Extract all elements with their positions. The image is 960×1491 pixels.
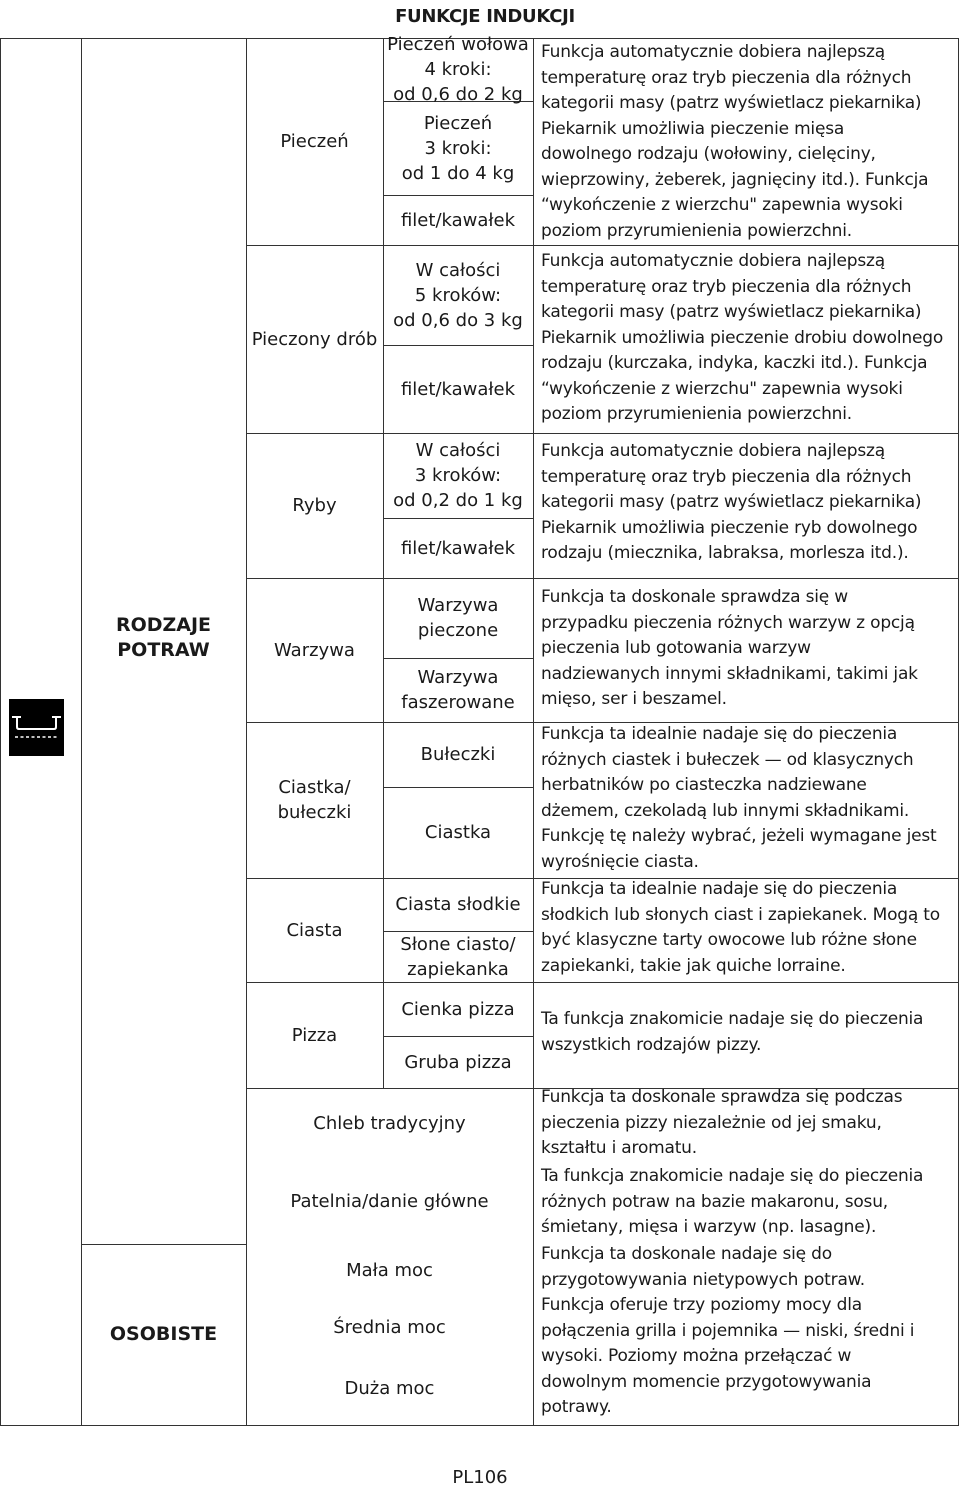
subcategory-label: filet/kawałek — [400, 378, 516, 400]
subcategory-label: Ciastka — [424, 822, 492, 843]
subcategory-label: Cienka pizza — [401, 998, 515, 1020]
power-low-label: Mała moc — [346, 1259, 433, 1281]
page-title: FUNKCJE INDUKCJI — [395, 6, 575, 27]
category-label: Ciastka/ bułeczki — [277, 777, 352, 823]
category-label: Warzywa — [274, 639, 355, 661]
subcategory-label: Warzywa faszerowane — [401, 667, 515, 713]
category-label: Ciasta — [286, 919, 343, 941]
description: Funkcja automatycznie dobiera najlepszą temperaturę oraz tryb pieczenia dla różnych kategorii masy (patrz wyświetlacz piekarnika) Piekarnik umożliwia pieczenie drobiu dowolnego rodzaju (kurczaka, indyka, kaczki itd.). Funkcja “wykończenie z wierzchu" zapewnia wysoki poziom przyrumienienia powierzchni. — [541, 251, 944, 424]
page-number: PL106 — [452, 1467, 508, 1488]
category-label: Ryby — [292, 495, 337, 516]
category-label: Pieczony drób — [251, 328, 378, 350]
description: Funkcja ta idealnie nadaje się do pieczenia słodkich lub słonych ciast i zapiekanek. Mogą to być klasyczne tarty owocowe lub różne słone zapiekanki, takie jak quiche lorraine. — [541, 879, 940, 976]
oven-cavity-icon — [9, 699, 64, 756]
description: Funkcja ta idealnie nadaje się do pieczenia różnych ciastek i bułeczek — od klasycznych herbatników po ciasteczka nadziewane dżemem, czekoladą lub innymi składnikami. Funkcję tę należy wybrać, jeżeli wymagane jest wyrośnięcie ciasta. — [541, 724, 937, 872]
description: Funkcja ta doskonale sprawdza się w przypadku pieczenia różnych warzyw z opcją pieczenia lub gotowania warzyw nadziewanych innymi składnikami, takimi jak mięso, ser i beszamel. — [541, 587, 918, 709]
description: Funkcja ta doskonale nadaje się do przygotowywania nietypowych potraw. — [541, 1244, 866, 1290]
description: Funkcja automatycznie dobiera najlepszą temperaturę oraz tryb pieczenia dla różnych kategorii masy (patrz wyświetlacz piekarnika) Piekarnik umożliwia pieczenie mięsa dowolnego rodzaju (wołowiny, cielęciny, wieprzowiny, żeberek, jagnięciny itd.). Funkcja “wykończenie z wierzchu" zapewnia wysoki poziom przyrumienienia powierzchni. — [541, 42, 929, 241]
subcategory-label: W całości 3 kroków: od 0,2 do 1 kg — [393, 440, 523, 511]
subcategory-label: Słone ciasto/ zapiekanka — [400, 933, 516, 980]
subcategory-label: filet/kawałek — [400, 209, 516, 231]
subcategory-label: Warzywa pieczone — [417, 595, 499, 641]
subcategory-label: W całości 5 kroków: od 0,6 do 3 kg — [393, 259, 523, 331]
description: Funkcja ta doskonale sprawdza się podczas pieczenia pizzy niezależnie od jej smaku, kształtu i aromatu. — [541, 1087, 903, 1158]
group-label-osobiste: OSOBISTE — [109, 1323, 218, 1345]
power-high-label: Duża moc — [344, 1377, 435, 1399]
description: Funkcja oferuje trzy poziomy mocy dla połączenia grilla i pojemnika — niski, średni i wysoki. Poziomy można przełączać w dowolnym momencie przygotowywania potrawy. — [541, 1295, 915, 1417]
subcategory-label: Gruba pizza — [404, 1051, 512, 1073]
description: Ta funkcja znakomicie nadaje się do pieczenia wszystkich rodzajów pizzy. — [541, 1009, 924, 1055]
power-mid-label: Średnia moc — [333, 1316, 446, 1338]
category-label: Pieczeń — [280, 131, 349, 152]
function-label: Patelnia/danie główne — [290, 1190, 489, 1212]
category-label: Pizza — [291, 1024, 338, 1046]
group-label-rodzaje: RODZAJE POTRAW — [115, 613, 212, 661]
description: Ta funkcja znakomicie nadaje się do pieczenia różnych potraw na bazie makaronu, sosu, śmietany, mięsa i warzyw (np. lasagne). — [541, 1166, 924, 1237]
subcategory-label: Pieczeń wołowa 4 kroki: od 0,6 do 2 kg — [387, 34, 529, 105]
subcategory-label: Pieczeń 3 kroki: od 1 do 4 kg — [401, 112, 515, 184]
subcategory-label: Ciasta słodkie — [395, 894, 521, 915]
description: Funkcja automatycznie dobiera najlepszą temperaturę oraz tryb pieczenia dla różnych kategorii masy (patrz wyświetlacz piekarnika) Piekarnik umożliwia pieczenie ryb dowolnego rodzaju (miecznika, labraksa, morlesza itd.). — [541, 441, 922, 563]
subcategory-label: filet/kawałek — [400, 537, 516, 559]
function-label: Chleb tradycyjny — [313, 1112, 466, 1134]
subcategory-label: Bułeczki — [420, 744, 496, 765]
